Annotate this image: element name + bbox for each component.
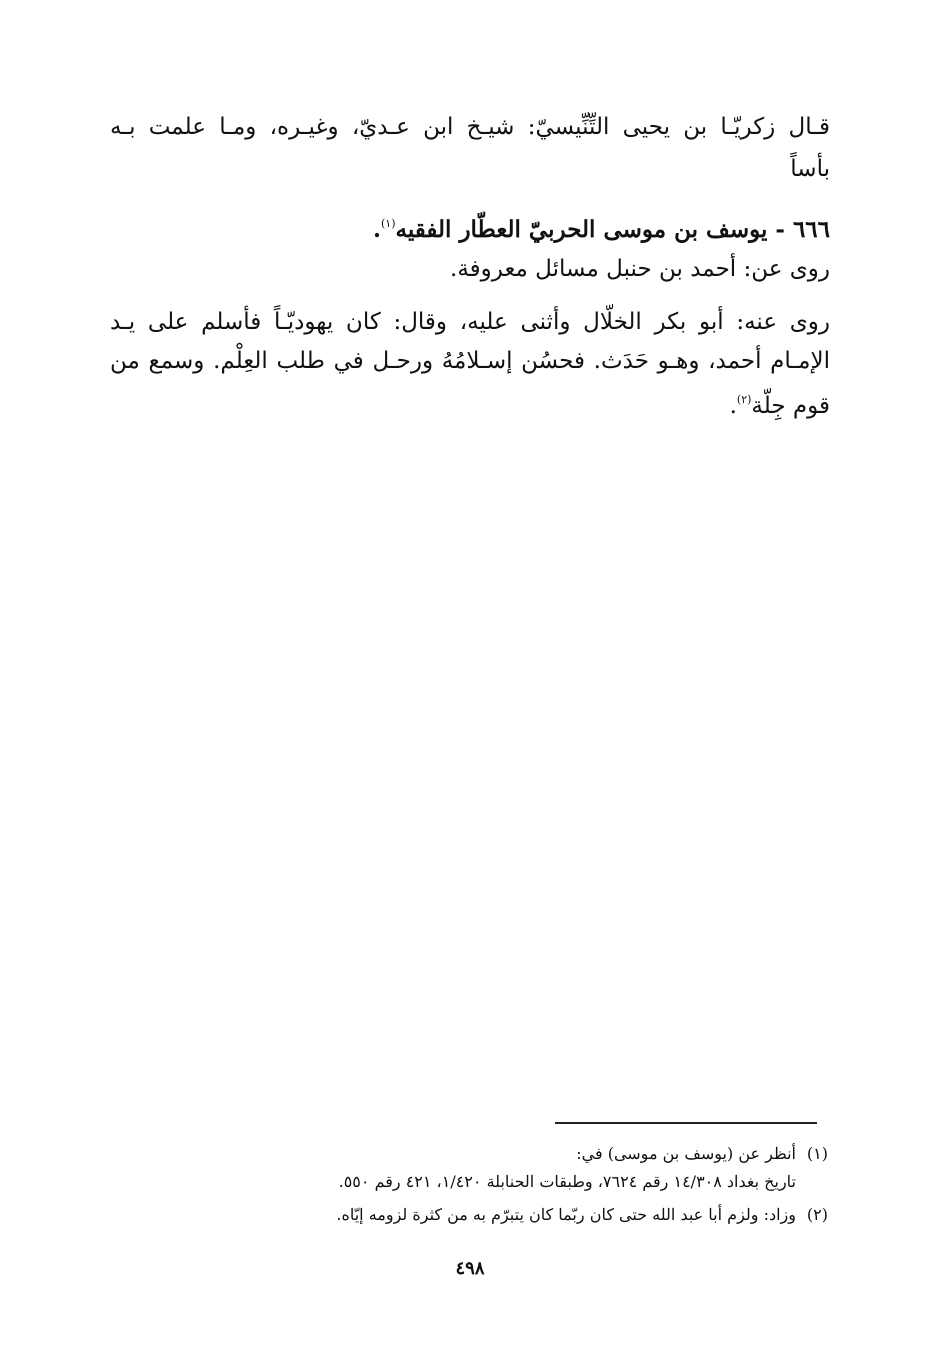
body-line-1: قـال زكريّـا بن يحيى التِّنِّيسيّ: شيـخ ابن عـديّ، وغيـره، ومـا علمت بـه [110,114,830,140]
footnote-1-line-2 [339,1170,828,1194]
footnote-1-text-2: تاريخ بغداد ١٤/٣٠٨ رقم ٧٦٢٤، وطبقات الحنابلة ١/٤٢٠، ٤٢١ رقم ٥٥٠. [338,1172,796,1191]
body-line-6-text: قوم جِلّة [751,393,830,419]
body-line-6 [730,383,830,423]
footnote-2-number: (٢) [806,1205,828,1224]
footnote-separator [555,1122,817,1124]
body-line-4: روى عنه: أبو بكر الخلّال وأثنى عليه، وقال: كان يهوديّـاً فأسلم على يـد [110,309,830,335]
footnote-1-line-1 [576,1142,828,1166]
entry-heading-text: ٦٦٦ - يوسف بن موسى الحربيّ العطّار الفقيه [395,216,830,243]
body-line-6-punct: . [729,393,737,419]
body-line-5: الإمـام أحمد، وهـو حَدَث. فحسُن إسـلامُهُ ورحـل في طلب العِلْم. وسمع من [110,348,830,374]
entry-heading [373,207,830,247]
body-line-2: بأساً [790,156,830,182]
footnote-1-text-1: أنظر عن (يوسف بن موسى) في: [576,1144,796,1163]
footnote-2-line-1 [336,1203,828,1227]
entry-heading-punct: . [372,216,381,243]
narrated-from-line: روى عن: أحمد بن حنبل مسائل معروفة. [450,256,830,282]
footnote-marker-2: (٢) [736,393,752,406]
footnote-marker-1: (١) [380,217,396,230]
footnote-1-number: (١) [806,1144,828,1163]
footnote-2-text-1: وزاد: ولزم أبا عبد الله حتى كان ربّما كان يتبرّم به من كثرة لزومه إيّاه. [336,1205,796,1224]
page-number: ٤٩٨ [455,1258,485,1279]
